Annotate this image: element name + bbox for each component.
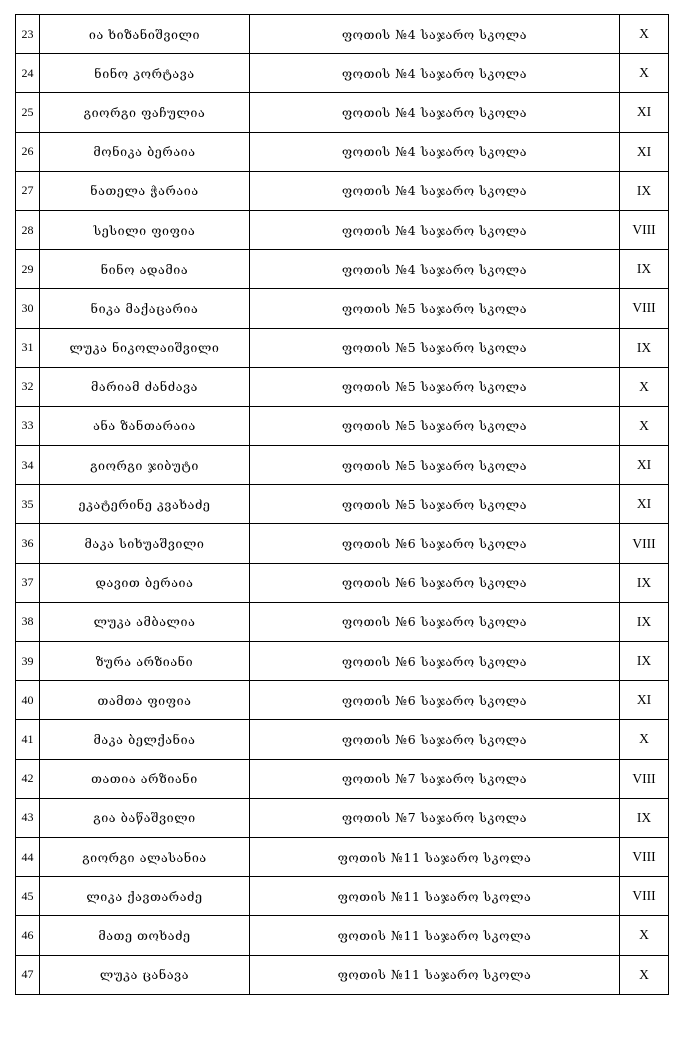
grade-cell: VIII <box>620 524 669 563</box>
student-name-cell: მონიკა ბერაია <box>40 132 250 171</box>
row-number-cell: 23 <box>16 15 40 54</box>
row-number-cell: 33 <box>16 406 40 445</box>
school-name-cell: ფოთის №5 საჯარო სკოლა <box>250 328 620 367</box>
school-name-cell: ფოთის №6 საჯარო სკოლა <box>250 720 620 759</box>
grade-cell: VIII <box>620 877 669 916</box>
grade-cell: X <box>620 54 669 93</box>
row-number-cell: 24 <box>16 54 40 93</box>
table-row <box>16 250 669 289</box>
table-row <box>16 642 669 681</box>
school-name-cell: ფოთის №11 საჯარო სკოლა <box>250 877 620 916</box>
row-number-cell: 25 <box>16 93 40 132</box>
grade-cell: IX <box>620 602 669 641</box>
table-row <box>16 524 669 563</box>
grade-cell: VIII <box>620 289 669 328</box>
table-row <box>16 837 669 876</box>
table-row <box>16 446 669 485</box>
grade-cell: XI <box>620 485 669 524</box>
grade-cell: X <box>620 720 669 759</box>
student-name-cell: ლუკა ამბალია <box>40 602 250 641</box>
grade-cell: X <box>620 916 669 955</box>
student-name-cell: ნათელა ჭარაია <box>40 171 250 210</box>
school-name-cell: ფოთის №6 საჯარო სკოლა <box>250 563 620 602</box>
grade-cell: IX <box>620 171 669 210</box>
table-row <box>16 720 669 759</box>
student-name-cell: გიორგი ალასანია <box>40 837 250 876</box>
school-name-cell: ფოთის №4 საჯარო სკოლა <box>250 93 620 132</box>
school-name-cell: ფოთის №6 საჯარო სკოლა <box>250 524 620 563</box>
table-row <box>16 406 669 445</box>
student-name-cell: მათე თოხაძე <box>40 916 250 955</box>
row-number-cell: 38 <box>16 602 40 641</box>
row-number-cell: 46 <box>16 916 40 955</box>
grade-cell: X <box>620 406 669 445</box>
table-row <box>16 877 669 916</box>
grade-cell: VIII <box>620 837 669 876</box>
student-name-cell: გიორგი ჯიბუტი <box>40 446 250 485</box>
participants-table <box>15 14 669 995</box>
table-row <box>16 210 669 249</box>
table-row <box>16 485 669 524</box>
student-name-cell: ლუკა ნიკოლაიშვილი <box>40 328 250 367</box>
table-row <box>16 798 669 837</box>
table-row <box>16 54 669 93</box>
row-number-cell: 43 <box>16 798 40 837</box>
student-name-cell: ზურა არზიანი <box>40 642 250 681</box>
row-number-cell: 36 <box>16 524 40 563</box>
student-name-cell: თათია არზიანი <box>40 759 250 798</box>
row-number-cell: 47 <box>16 955 40 994</box>
school-name-cell: ფოთის №5 საჯარო სკოლა <box>250 289 620 328</box>
school-name-cell: ფოთის №4 საჯარო სკოლა <box>250 15 620 54</box>
table-body <box>16 15 669 995</box>
school-name-cell: ფოთის №11 საჯარო სკოლა <box>250 955 620 994</box>
school-name-cell: ფოთის №5 საჯარო სკოლა <box>250 485 620 524</box>
grade-cell: IX <box>620 328 669 367</box>
table-row <box>16 681 669 720</box>
table-row <box>16 916 669 955</box>
grade-cell: IX <box>620 250 669 289</box>
row-number-cell: 45 <box>16 877 40 916</box>
table-row <box>16 171 669 210</box>
school-name-cell: ფოთის №4 საჯარო სკოლა <box>250 54 620 93</box>
school-name-cell: ფოთის №7 საჯარო სკოლა <box>250 798 620 837</box>
school-name-cell: ფოთის №5 საჯარო სკოლა <box>250 406 620 445</box>
row-number-cell: 44 <box>16 837 40 876</box>
student-name-cell: მაკა ბელქანია <box>40 720 250 759</box>
grade-cell: VIII <box>620 759 669 798</box>
row-number-cell: 29 <box>16 250 40 289</box>
student-name-cell: მაკა სიხუაშვილი <box>40 524 250 563</box>
grade-cell: X <box>620 15 669 54</box>
student-name-cell: ია ხიზანიშვილი <box>40 15 250 54</box>
row-number-cell: 40 <box>16 681 40 720</box>
grade-cell: XI <box>620 93 669 132</box>
school-name-cell: ფოთის №4 საჯარო სკოლა <box>250 250 620 289</box>
table-row <box>16 132 669 171</box>
grade-cell: X <box>620 955 669 994</box>
grade-cell: XI <box>620 132 669 171</box>
school-name-cell: ფოთის №6 საჯარო სკოლა <box>250 681 620 720</box>
student-name-cell: ანა ზანთარაია <box>40 406 250 445</box>
row-number-cell: 27 <box>16 171 40 210</box>
row-number-cell: 35 <box>16 485 40 524</box>
school-name-cell: ფოთის №6 საჯარო სკოლა <box>250 642 620 681</box>
student-name-cell: ლიკა ქავთარაძე <box>40 877 250 916</box>
student-name-cell: ნიკა მაქაცარია <box>40 289 250 328</box>
row-number-cell: 31 <box>16 328 40 367</box>
student-name-cell: დავით ბერაია <box>40 563 250 602</box>
row-number-cell: 39 <box>16 642 40 681</box>
row-number-cell: 42 <box>16 759 40 798</box>
school-name-cell: ფოთის №4 საჯარო სკოლა <box>250 210 620 249</box>
school-name-cell: ფოთის №11 საჯარო სკოლა <box>250 837 620 876</box>
grade-cell: XI <box>620 681 669 720</box>
grade-cell: VIII <box>620 210 669 249</box>
grade-cell: IX <box>620 563 669 602</box>
school-name-cell: ფოთის №5 საჯარო სკოლა <box>250 446 620 485</box>
table-row <box>16 367 669 406</box>
student-name-cell: სესილი ფიფია <box>40 210 250 249</box>
row-number-cell: 41 <box>16 720 40 759</box>
row-number-cell: 30 <box>16 289 40 328</box>
table-row <box>16 563 669 602</box>
table-row <box>16 289 669 328</box>
grade-cell: X <box>620 367 669 406</box>
table-row <box>16 602 669 641</box>
student-name-cell: გია ბაწაშვილი <box>40 798 250 837</box>
row-number-cell: 37 <box>16 563 40 602</box>
school-name-cell: ფოთის №4 საჯარო სკოლა <box>250 171 620 210</box>
grade-cell: XI <box>620 446 669 485</box>
table-row <box>16 955 669 994</box>
student-name-cell: ნინო ადამია <box>40 250 250 289</box>
document-page <box>15 14 669 995</box>
school-name-cell: ფოთის №5 საჯარო სკოლა <box>250 367 620 406</box>
school-name-cell: ფოთის №6 საჯარო სკოლა <box>250 602 620 641</box>
school-name-cell: ფოთის №7 საჯარო სკოლა <box>250 759 620 798</box>
student-name-cell: მარიამ ძანძავა <box>40 367 250 406</box>
row-number-cell: 34 <box>16 446 40 485</box>
table-row <box>16 759 669 798</box>
table-row <box>16 93 669 132</box>
student-name-cell: თამთა ფიფია <box>40 681 250 720</box>
school-name-cell: ფოთის №4 საჯარო სკოლა <box>250 132 620 171</box>
row-number-cell: 32 <box>16 367 40 406</box>
table-row <box>16 15 669 54</box>
student-name-cell: ეკატერინე კვახაძე <box>40 485 250 524</box>
row-number-cell: 28 <box>16 210 40 249</box>
table-row <box>16 328 669 367</box>
school-name-cell: ფოთის №11 საჯარო სკოლა <box>250 916 620 955</box>
row-number-cell: 26 <box>16 132 40 171</box>
grade-cell: IX <box>620 798 669 837</box>
student-name-cell: გიორგი ფაჩულია <box>40 93 250 132</box>
grade-cell: IX <box>620 642 669 681</box>
student-name-cell: ლუკა ცანავა <box>40 955 250 994</box>
student-name-cell: ნინო კორტავა <box>40 54 250 93</box>
